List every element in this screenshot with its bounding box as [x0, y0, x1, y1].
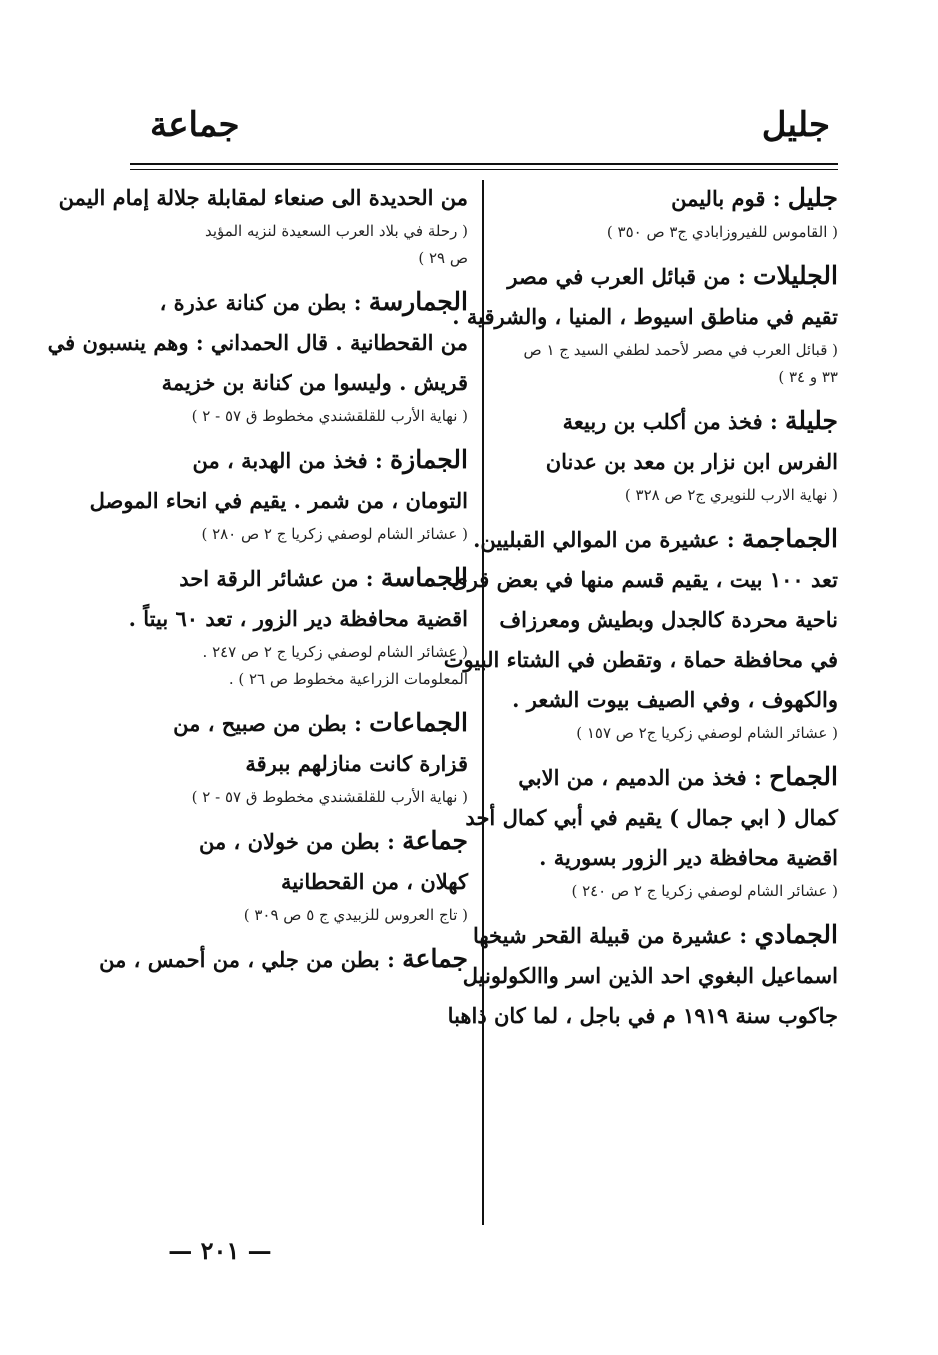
entry-spacer: [118, 929, 468, 939]
entry-source-citation: ( نهاية الأرب للقلقشندي مخطوط ق ٥٧ - ٢ ): [191, 788, 468, 806]
dictionary-entry: [89, 440, 468, 558]
entry-text: اسماعيل البغوي احد الذين اسر واالكولونيل: [462, 963, 838, 988]
entry-text: : قوم باليمن: [671, 186, 781, 211]
entry-text-line: [462, 956, 838, 996]
entry-text: ناحية محردة كالجدل وبطيش ومعرزاف: [499, 607, 838, 632]
entry-headword: الجماجمة: [741, 524, 838, 553]
header-rule: [130, 163, 838, 165]
entry-text: : عشيرة من الموالي القبليين.: [473, 527, 735, 552]
entry-text-line: [447, 996, 838, 1036]
entry-text: من القحطانية . قال الحمداني : وهم ينسبون في: [47, 330, 468, 355]
dictionary-entry: [443, 519, 838, 757]
entry-first-line: [496, 401, 838, 442]
entry-headword: الجمازة: [390, 445, 468, 474]
entry-text-line: [118, 363, 468, 403]
entry-text: في محافظة حماة ، وتقطن في الشتاء البيوت: [443, 647, 838, 672]
entry-source-citation: ( القاموس للفيروزابادي ج٣ ص ٣٥٠ ): [606, 223, 838, 241]
entry-text: : بطن من صبيح ، من: [173, 711, 362, 736]
entry-first-line: [496, 757, 838, 798]
entry-source-citation: ( قبائل العرب في مصر لأحمد لطفي السيد ج ١ ص: [523, 341, 838, 359]
entry-text: : بطن من كنانة عذرة ،: [159, 290, 362, 315]
dictionary-entry: [118, 821, 468, 939]
entry-text-line: [496, 838, 838, 878]
entry-headword: الجماح: [769, 762, 838, 791]
entry-text-line: [452, 297, 838, 337]
entry-spacer: [496, 509, 838, 519]
entry-spacer: [496, 246, 838, 256]
entry-spacer: [118, 980, 468, 990]
entry-headword: جليلة: [785, 406, 838, 435]
entry-source-citation: ( عشائر الشام لوصفي زكريا ج ٢ ص ٢٤٧ .: [202, 643, 468, 661]
dictionary-entry: [496, 178, 838, 256]
entry-headword: جماعة: [402, 826, 468, 855]
running-header-left: جماعة: [150, 105, 240, 145]
entry-text-line: [118, 744, 468, 784]
dictionary-entry: [465, 757, 838, 915]
entry-text: والكهوف ، وفي الصيف بيوت الشعر .: [512, 687, 838, 712]
entry-text-line: [118, 862, 468, 902]
dictionary-entry: [118, 558, 468, 703]
left-column: [47, 178, 468, 990]
entry-text-line: [496, 600, 838, 640]
entry-first-line: [118, 558, 468, 599]
entry-first-line: [58, 178, 468, 218]
entry-text-line: [47, 323, 468, 363]
entry-text: اقضية محافظة دير الزور ، تعد ٦٠ بيتاً .: [128, 606, 468, 631]
entry-spacer: [118, 811, 468, 821]
dictionary-entry: [99, 939, 468, 990]
entry-text: : عشيرة من قبيلة القحر شيخها: [472, 923, 748, 948]
entry-headword: الجمارسة: [368, 287, 468, 316]
entry-text: تقيم في مناطق اسيوط ، المنيا ، والشرقية .: [452, 304, 838, 329]
entry-text-line: [496, 442, 838, 482]
entry-text: : بطن من جلي ، من أحمس ، من: [99, 947, 395, 972]
entry-spacer: [496, 1036, 838, 1046]
entry-source-citation: ( عشائر الشام لوصفي زكريا ج ٢ ص ٢٨٠ ): [201, 525, 468, 543]
entry-source-citation: ( عشائر الشام لوصفي زكريا ج٢ ص ١٥٧ ): [576, 724, 838, 742]
entry-headword: الجليلات: [753, 261, 838, 290]
entry-source-citation: ( عشائر الشام لوصفي زكريا ج ٢ ص ٢٤٠ ): [571, 882, 838, 900]
entry-text: كمال ( ابي جمال ) يقيم في أبي كمال أحد: [465, 805, 838, 830]
entry-first-line: [118, 821, 468, 862]
entry-source-citation: ص ٢٩ ): [418, 249, 468, 267]
entry-text-line: [89, 481, 468, 521]
entry-source-citation: ( نهاية الارب للنويري ج٢ ص ٣٢٨ ): [624, 486, 838, 504]
entry-first-line: [118, 703, 468, 744]
dictionary-entry: [58, 178, 468, 282]
entry-spacer: [496, 905, 838, 915]
entry-text: اقضية محافظة دير الزور بسورية .: [539, 845, 838, 870]
entry-spacer: [118, 548, 468, 558]
entry-headword: جليل: [787, 183, 838, 212]
entry-first-line: [473, 519, 838, 560]
entry-source-citation: ( تاج العروس للزبيدي ج ٥ ص ٣٠٩ ): [243, 906, 468, 924]
entry-first-line: [118, 440, 468, 481]
entry-first-line: [496, 178, 838, 219]
entry-text-line: [118, 599, 468, 639]
dictionary-entry: [118, 703, 468, 821]
entry-headword: جماعة: [402, 944, 468, 973]
running-header-right: جليل: [761, 105, 830, 145]
entry-spacer: [118, 272, 468, 282]
entry-headword: الجماعات: [369, 708, 468, 737]
entry-text: الفرس ابن نزار بن معد بن عدنان: [545, 449, 838, 474]
entry-spacer: [118, 430, 468, 440]
entry-headword: الجمادي: [754, 920, 838, 949]
entry-first-line: [472, 915, 838, 956]
entry-text: : من قبائل العرب في مصر: [507, 264, 746, 289]
entry-text-line: [496, 680, 838, 720]
entry-text: قريش . وليسوا من كنانة بن خزيمة: [161, 370, 468, 395]
entry-text: كهلان ، من القحطانية: [280, 869, 468, 894]
entry-first-line: [496, 256, 838, 297]
entry-text: التومان ، من شمر . يقيم في انحاء الموصل: [89, 488, 468, 513]
entry-text-line: [443, 640, 838, 680]
entry-text: : فخذ من أكلب بن ربيعة: [562, 409, 778, 434]
entry-first-line: [118, 282, 468, 323]
entry-source-citation: ٣٣ و ٣٤ ): [778, 368, 838, 386]
entry-text: من الحديدة الى صنعاء لمقابلة جلالة إمام اليمن: [58, 185, 468, 210]
entry-text-line: [465, 798, 838, 838]
dictionary-entry: [452, 256, 838, 401]
entry-text: : بطن من خولان ، من: [198, 829, 395, 854]
entry-source-citation: ( رحلة في بلاد العرب السعيدة لنزيه المؤيد: [204, 222, 468, 240]
entry-text: : فخذ من الهدبة ، من: [192, 448, 383, 473]
entry-spacer: [118, 693, 468, 703]
entry-headword: الجماسة: [380, 563, 468, 592]
entry-text: جاكوب سنة ١٩١٩ م في باجل ، لما كان ذاهبا: [447, 1003, 838, 1028]
entry-source-citation: ( نهاية الأرب للقلقشندي مخطوط ق ٥٧ - ٢ ): [191, 407, 468, 425]
entry-source-citation: المعلومات الزراعية مخطوط ص ٢٦ ) .: [228, 670, 468, 688]
dictionary-entry: [47, 282, 468, 440]
entry-text-line: [451, 560, 838, 600]
entry-text: تعد ١٠٠ بيت ، يقيم قسم منها في بعض قرى: [451, 567, 838, 592]
header-rule-thin: [130, 169, 838, 170]
dictionary-entry: [447, 915, 838, 1046]
entry-text: : فخذ من الدميم ، من الابي: [518, 765, 762, 790]
entry-spacer: [496, 747, 838, 757]
entry-text: : من عشائر الرقة احد: [179, 566, 374, 591]
entry-text: قزارة كانت منازلهم ببرقة: [245, 751, 468, 776]
entry-spacer: [496, 391, 838, 401]
page-number: — ٢٠١ —: [168, 1236, 272, 1265]
dictionary-entry: [496, 401, 838, 519]
entry-first-line: [99, 939, 468, 980]
